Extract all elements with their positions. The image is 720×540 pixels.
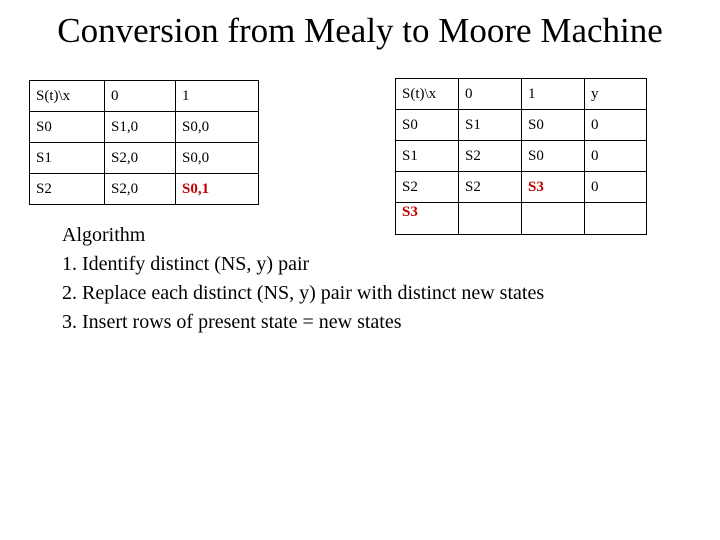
algorithm-step: 2. Replace each distinct (NS, y) pair with distinct new states: [62, 282, 545, 304]
moore-cell-output: [585, 203, 647, 235]
mealy-cell-state: S1: [30, 143, 105, 174]
moore-cell-state: S0: [396, 110, 459, 141]
mealy-cell-next-0: S2,0: [105, 143, 176, 174]
moore-row-s2: [396, 172, 647, 203]
moore-row-s1: [396, 141, 647, 172]
moore-cell-output: 0: [585, 172, 647, 203]
moore-header-input-1: 1: [522, 79, 585, 110]
moore-header-state: S(t)\x: [396, 79, 459, 110]
moore-cell-next-1: S0: [522, 110, 585, 141]
algorithm-text: [62, 221, 544, 337]
algorithm-step: 3. Insert rows of present state = new states: [62, 311, 402, 333]
moore-cell-output: 0: [585, 141, 647, 172]
algorithm-step: 1. Identify distinct (NS, y) pair: [62, 253, 310, 275]
moore-cell-new-state: S3: [396, 203, 459, 235]
moore-header-input-0: 0: [459, 79, 522, 110]
mealy-state-table: [29, 80, 259, 205]
moore-cell-state: S1: [396, 141, 459, 172]
mealy-cell-next-0: S2,0: [105, 174, 176, 205]
mealy-cell-state: S0: [30, 112, 105, 143]
mealy-cell-next-1: S0,0: [176, 143, 259, 174]
moore-cell-state: S2: [396, 172, 459, 203]
moore-row-s0: [396, 110, 647, 141]
moore-cell-output: 0: [585, 110, 647, 141]
mealy-header-input-1: 1: [176, 81, 259, 112]
mealy-cell-next-1: S0,0: [176, 112, 259, 143]
moore-header-row: [396, 79, 647, 110]
mealy-header-row: [30, 81, 259, 112]
moore-header-output: y: [585, 79, 647, 110]
moore-state-table: [395, 78, 647, 235]
moore-cell-next-1: S0: [522, 141, 585, 172]
moore-cell-next-0: S2: [459, 172, 522, 203]
mealy-row-s1: [30, 143, 259, 174]
mealy-cell-highlighted: S0,1: [176, 174, 259, 205]
moore-cell-highlighted: S3: [522, 172, 585, 203]
mealy-header-input-0: 0: [105, 81, 176, 112]
mealy-cell-state: S2: [30, 174, 105, 205]
mealy-header-state: S(t)\x: [30, 81, 105, 112]
mealy-cell-next-0: S1,0: [105, 112, 176, 143]
moore-cell-next-0: S1: [459, 110, 522, 141]
page-title: Conversion from Mealy to Moore Machine: [57, 11, 663, 50]
mealy-row-s2: [30, 174, 259, 205]
algorithm-heading: Algorithm: [62, 224, 146, 246]
mealy-row-s0: [30, 112, 259, 143]
moore-cell-next-0: S2: [459, 141, 522, 172]
